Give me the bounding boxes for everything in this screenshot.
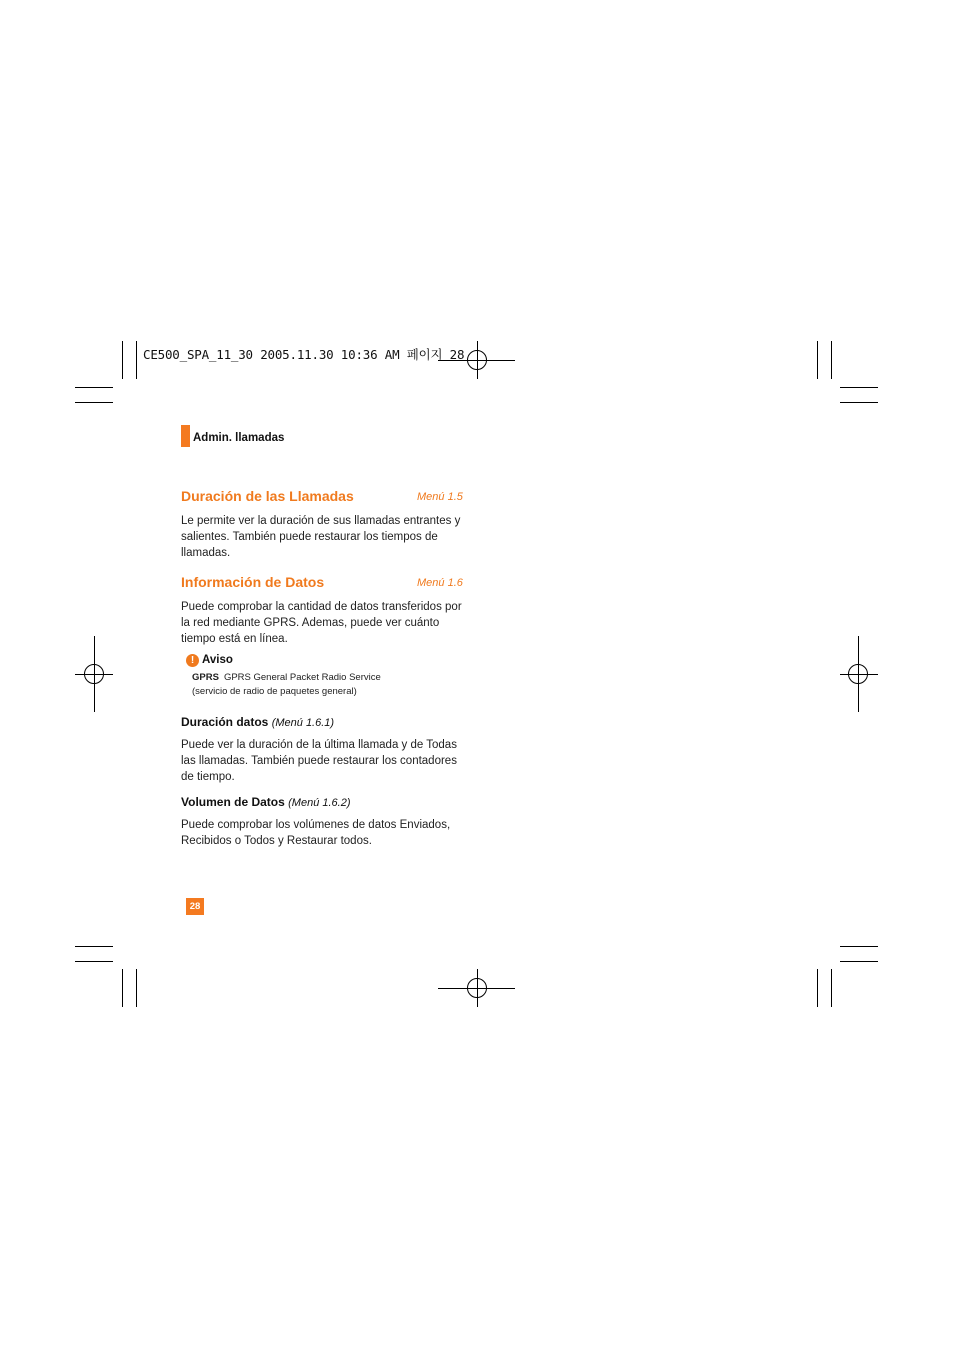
subheading-title: Duración datos (181, 715, 269, 729)
heading-duracion-llamadas: Duración de las Llamadas (181, 488, 354, 504)
subheading-duracion-datos (181, 715, 334, 729)
registration-circle-icon (848, 664, 868, 684)
exclamation-icon: ! (186, 654, 199, 667)
notice-term: GPRS (192, 672, 219, 683)
body-informacion-datos: Puede comprobar la cantidad de datos transferidos por la red mediante GPRS. Ademas, puede ver cuánto tiempo está en línea. (181, 601, 462, 645)
page-number: 28 (186, 898, 204, 915)
notice-definition (192, 672, 381, 683)
registration-circle-icon (84, 664, 104, 684)
body-volumen-datos: Puede comprobar los volúmenes de datos Enviados, Recibidos o Todos y Restaurar todos. (181, 819, 451, 847)
subheading-menu-ref: (Menú 1.6.1) (271, 717, 335, 729)
notice-title: Aviso (202, 654, 233, 666)
registration-circle-icon (467, 350, 487, 370)
subheading-volumen-datos (181, 795, 351, 809)
menu-ref-1-5: Menú 1.5 (417, 491, 463, 503)
section-label: Admin. llamadas (193, 432, 285, 444)
notice-definition-text: GPRS General Packet Radio Service (223, 672, 381, 683)
heading-informacion-datos: Información de Datos (181, 574, 325, 590)
subheading-title: Volumen de Datos (181, 795, 285, 809)
section-marker (181, 425, 190, 447)
body-duracion-llamadas: Le permite ver la duración de sus llamadas entrantes y salientes. También puede restaurar los tiempos de llamadas. (181, 515, 461, 559)
registration-circle-icon (467, 978, 487, 998)
print-slug-line: CE500_SPA_11_30 2005.11.30 10:36 AM 페이지 28 (143, 347, 465, 362)
subheading-menu-ref: (Menú 1.6.2) (288, 797, 351, 809)
menu-ref-1-6: Menú 1.6 (417, 577, 463, 589)
body-duracion-datos: Puede ver la duración de la última llamada y de Todas las llamadas. También puede restaurar los contadores de tiempo. (181, 739, 457, 783)
notice-definition-2: (servicio de radio de paquetes general) (192, 686, 357, 697)
